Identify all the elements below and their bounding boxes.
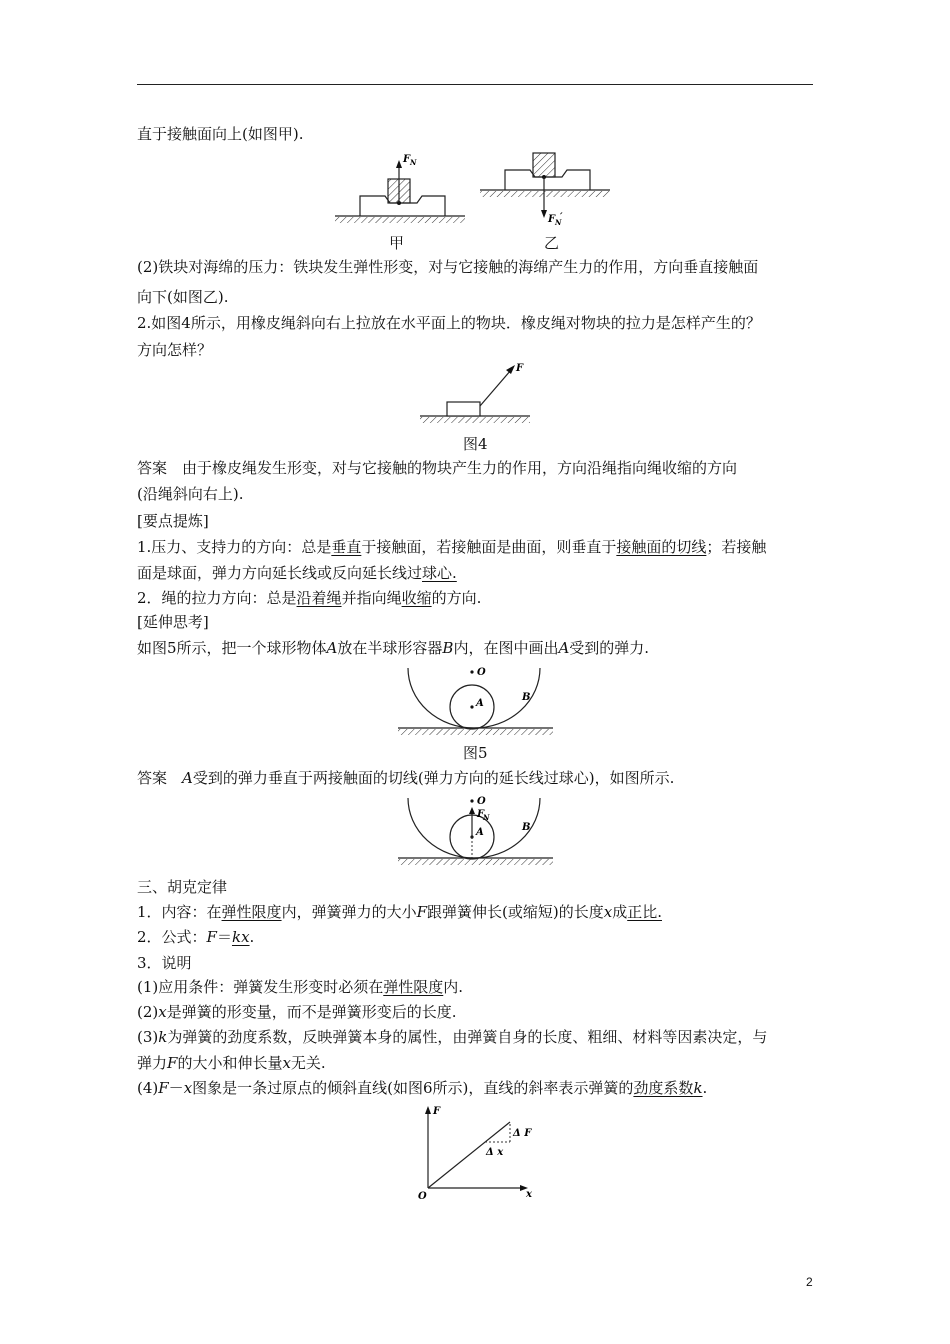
text-line-12: [延伸思考] (137, 613, 209, 631)
text-line-23: (4)F－x图象是一条过原点的倾斜直线(如图6所示)，直线的斜率表示弹簧的劲度系数k. (137, 1079, 708, 1097)
figure-4 (420, 355, 530, 425)
text-line-7: (沿绳斜向右上). (137, 485, 244, 503)
fig-yi-label: F (548, 214, 556, 225)
fig6-label-x: x (526, 1189, 532, 1200)
fig4-caption: 图4 (463, 435, 488, 453)
figure-5 (398, 660, 553, 740)
text-line-8: [要点提炼] (137, 512, 209, 530)
ans-label-b: B (522, 822, 531, 833)
text-line-1: 直于接触面向上(如图甲). (137, 125, 304, 143)
text-line-9: 1.压力、支持力的方向：总是垂直于接触面，若接触面是曲面，则垂直于接触面的切线；若接触 (137, 538, 767, 556)
text-line-20: (2)x是弹簧的形变量，而不是弹簧形变后的长度. (137, 1003, 457, 1021)
fig4-label: F (516, 363, 524, 374)
fig5-caption: 图5 (463, 744, 488, 762)
fig5-label-b: B (522, 692, 531, 703)
text-line-11: 2．绳的拉力方向：总是沿着绳并指向绳收缩的方向. (137, 589, 482, 607)
text-line-22: 弹力F的大小和伸长量x无关. (137, 1054, 326, 1072)
text-line-6: 答案 由于橡皮绳发生形变，对与它接触的物块产生力的作用，方向沿绳指向绳收缩的方向 (137, 459, 738, 477)
text-line-5: 方向怎样？ (137, 341, 213, 359)
text-line-13: 如图5所示，把一个球形物体A放在半球形容器B内，在图中画出A受到的弹力. (137, 639, 650, 657)
text-line-10: 面是球面，弹力方向延长线或反向延长线过球心. (137, 564, 457, 582)
figure-jia (335, 150, 465, 230)
fig-jia-label: F (403, 154, 411, 165)
fig6-label-dx: Δ x (486, 1147, 504, 1158)
text-line-16: 1．内容：在弹性限度内，弹簧弹力的大小F跟弹簧伸长(或缩短)的长度x成正比. (137, 903, 662, 921)
text-line-2: (2)铁块对海绵的压力：铁块发生弹性形变，对与它接触的海绵产生力的作用，方向垂直接触面 (137, 258, 759, 276)
svg-text:N: N (555, 218, 562, 227)
ans-label-a: A (476, 827, 484, 838)
fig-yi-caption: 乙 (544, 234, 560, 252)
text-line-4: 2.如图4所示，用橡皮绳斜向右上拉放在水平面上的物块．橡皮绳对物块的拉力是怎样产生的？ (137, 314, 761, 332)
fig6-label-o: O (418, 1191, 427, 1202)
fig-jia-caption: 甲 (389, 234, 405, 252)
page-number: 2 (806, 1275, 813, 1289)
text-line-3: 向下(如图乙). (137, 288, 229, 306)
ans-label-f: F (477, 809, 485, 820)
text-line-17: 2．公式：F＝kx. (137, 928, 255, 946)
figure-6 (410, 1100, 540, 1205)
svg-text:N: N (410, 158, 417, 167)
text-line-15: 三、胡克定律 (137, 878, 228, 896)
text-line-14: 答案 A受到的弹力垂直于两接触面的切线(弹力方向的延长线过球心)，如图所示. (137, 769, 675, 787)
svg-text:′: ′ (560, 212, 563, 223)
text-line-21: (3)k为弹簧的劲度系数，反映弹簧本身的属性，由弹簧自身的长度、粗细、材料等因素决定，与 (137, 1028, 768, 1046)
text-line-18: 3．说明 (137, 954, 192, 972)
ans-label-o: O (477, 796, 486, 807)
text-line-19: (1)应用条件：弹簧发生形变时必须在弹性限度内. (137, 978, 464, 996)
figure-yi (480, 150, 610, 230)
fig6-label-df: Δ F (513, 1128, 532, 1139)
header-rule (137, 84, 813, 85)
figure-5-answer (398, 790, 553, 870)
fig6-label-f: F (433, 1106, 441, 1117)
fig5-label-a: A (476, 698, 484, 709)
svg-text:N: N (483, 813, 490, 822)
fig5-label-o: O (477, 667, 486, 678)
